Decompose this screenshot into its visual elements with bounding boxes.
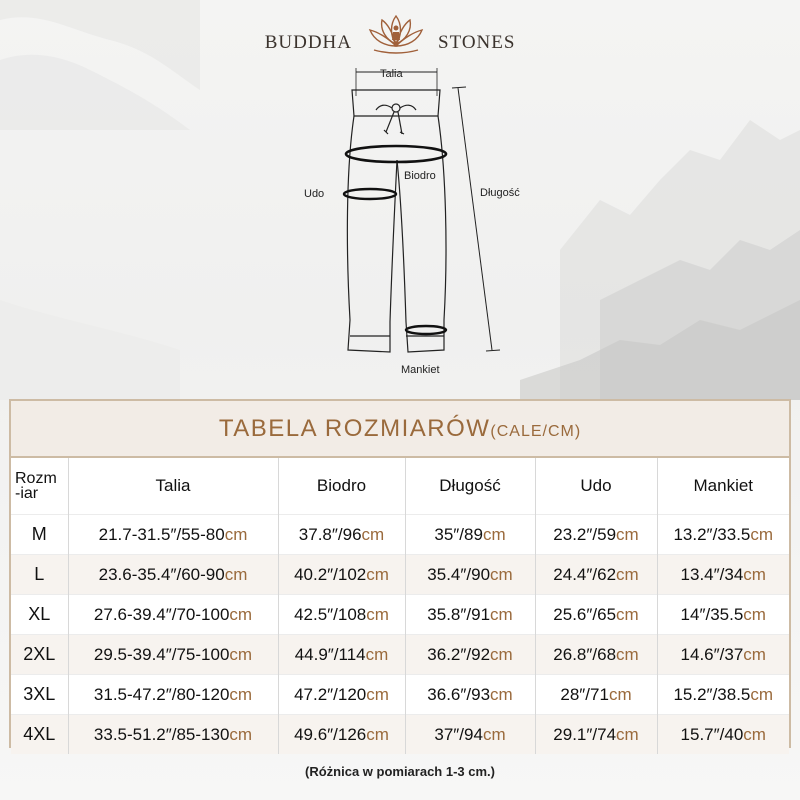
length-cell: 36.2″/92cm	[405, 635, 535, 675]
diagram-label-length: Długość	[480, 187, 520, 199]
size-cell: M	[11, 515, 68, 555]
cuff-cell: 15.2″/38.5cm	[657, 675, 789, 715]
hip-cell: 47.2″/120cm	[278, 675, 405, 715]
size-chart-title-unit: (CALE/CM)	[490, 422, 582, 440]
size-cell: 2XL	[11, 635, 68, 675]
measurement-note: (Różnica w pomiarach 1-3 cm.)	[305, 764, 495, 779]
table-row	[11, 635, 789, 675]
size-cell: 4XL	[11, 715, 68, 755]
brand-name-left: BUDDHA	[264, 32, 352, 53]
hip-cell: 49.6″/126cm	[278, 715, 405, 755]
waist-cell: 27.6-39.4″/70-100cm	[68, 595, 278, 635]
brand-name-right: STONES	[438, 32, 516, 53]
hip-cell: 44.9″/114cm	[278, 635, 405, 675]
hip-cell: 42.5″/108cm	[278, 595, 405, 635]
waist-cell: 29.5-39.4″/75-100cm	[68, 635, 278, 675]
diagram-label-hip: Biodro	[404, 170, 436, 182]
thigh-cell: 26.8″/68cm	[535, 635, 657, 675]
size-cell: L	[11, 555, 68, 595]
size-chart-title: TABELA ROZMIARÓW(CALE/CM)	[11, 401, 789, 457]
header-hip: Biodro	[278, 457, 405, 515]
hip-cell: 37.8″/96cm	[278, 515, 405, 555]
header-size: Rozm -iar	[11, 457, 68, 515]
table-row	[11, 555, 789, 595]
size-cell: 3XL	[11, 675, 68, 715]
thigh-cell: 24.4″/62cm	[535, 555, 657, 595]
waist-cell: 21.7-31.5″/55-80cm	[68, 515, 278, 555]
header-thigh: Udo	[535, 457, 657, 515]
table-row	[11, 515, 789, 555]
waist-cell: 31.5-47.2″/80-120cm	[68, 675, 278, 715]
length-cell: 35.4″/90cm	[405, 555, 535, 595]
header-waist: Talia	[68, 457, 278, 515]
size-chart-header-row	[11, 457, 789, 515]
table-row	[11, 675, 789, 715]
length-cell: 35″/89cm	[405, 515, 535, 555]
waist-cell: 23.6-35.4″/60-90cm	[68, 555, 278, 595]
cuff-cell: 13.4″/34cm	[657, 555, 789, 595]
length-cell: 35.8″/91cm	[405, 595, 535, 635]
diagram-label-cuff: Mankiet	[401, 364, 440, 376]
thigh-cell: 29.1″/74cm	[535, 715, 657, 755]
thigh-cell: 25.6″/65cm	[535, 595, 657, 635]
table-row	[11, 595, 789, 635]
header-length: Długość	[405, 457, 535, 515]
cuff-cell: 15.7″/40cm	[657, 715, 789, 755]
diagram-label-waist: Talia	[380, 68, 403, 80]
size-cell: XL	[11, 595, 68, 635]
size-chart-table	[9, 399, 791, 748]
header-cuff: Mankiet	[693, 476, 754, 495]
cuff-cell: 14.6″/37cm	[657, 635, 789, 675]
waist-cell: 33.5-51.2″/85-130cm	[68, 715, 278, 755]
length-cell: 37″/94cm	[405, 715, 535, 755]
length-cell: 36.6″/93cm	[405, 675, 535, 715]
cuff-cell: 14″/35.5cm	[657, 595, 789, 635]
hip-cell: 40.2″/102cm	[278, 555, 405, 595]
diagram-label-thigh: Udo	[304, 188, 325, 200]
thigh-cell: 28″/71cm	[535, 675, 657, 715]
table-row	[11, 715, 789, 755]
thigh-cell: 23.2″/59cm	[535, 515, 657, 555]
cuff-cell: 13.2″/33.5cm	[657, 515, 789, 555]
